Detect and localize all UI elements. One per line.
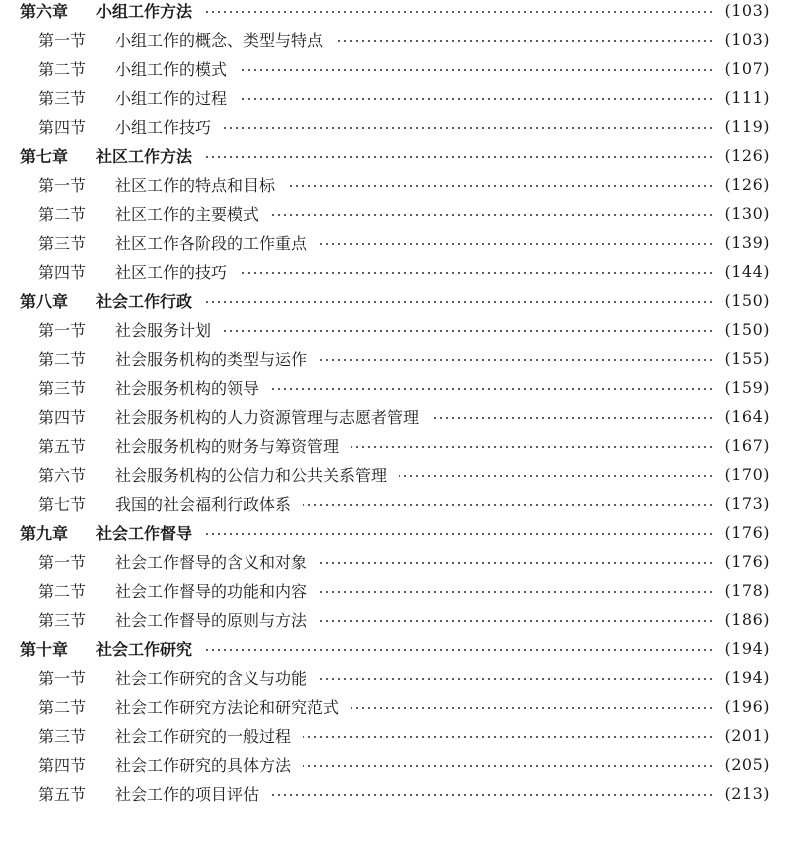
dot-leader [431, 417, 714, 419]
dot-leader [287, 185, 714, 187]
section-title: 社会工作督导的含义和对象 [115, 553, 308, 572]
section-number: 第三节 [38, 234, 87, 253]
chapter-number: 第九章 [20, 524, 69, 543]
page-number: (205) [724, 755, 770, 774]
page-number: (176) [724, 552, 770, 571]
dot-leader [303, 765, 714, 767]
page-number: (111) [724, 88, 770, 107]
toc-section-entry[interactable] [0, 663, 790, 692]
dot-leader [319, 620, 714, 622]
toc-section-entry[interactable] [0, 54, 790, 83]
section-title: 社会工作研究的具体方法 [115, 756, 292, 775]
toc-section-entry[interactable] [0, 460, 790, 489]
page-number: (159) [724, 378, 770, 397]
page-number: (139) [724, 233, 770, 252]
section-number: 第二节 [38, 350, 87, 369]
toc-section-entry[interactable] [0, 170, 790, 199]
section-title: 小组工作的模式 [115, 60, 228, 79]
section-title: 社会工作研究方法论和研究范式 [115, 698, 340, 717]
toc-section-entry[interactable] [0, 112, 790, 141]
page-number: (155) [724, 349, 770, 368]
page-number: (150) [724, 291, 770, 310]
section-number: 第三节 [38, 611, 87, 630]
section-number: 第一节 [38, 31, 87, 50]
chapter-title: 社区工作方法 [96, 147, 193, 166]
page-number: (178) [724, 581, 770, 600]
toc-chapter-entry[interactable] [0, 141, 790, 170]
section-title: 社会工作督导的原则与方法 [115, 611, 308, 630]
toc-section-entry[interactable] [0, 315, 790, 344]
section-number: 第三节 [38, 379, 87, 398]
section-title: 社会服务机构的财务与筹资管理 [115, 437, 340, 456]
dot-leader [303, 504, 714, 506]
section-title: 小组工作的概念、类型与特点 [115, 31, 324, 50]
toc-section-entry[interactable] [0, 489, 790, 518]
section-title: 社会工作的项目评估 [115, 785, 260, 804]
dot-leader [399, 475, 714, 477]
section-title: 社区工作的技巧 [115, 263, 228, 282]
toc-section-entry[interactable] [0, 402, 790, 431]
page-number: (103) [724, 30, 770, 49]
toc-section-entry[interactable] [0, 750, 790, 779]
section-number: 第二节 [38, 698, 87, 717]
toc-section-entry[interactable] [0, 779, 790, 808]
page-number: (194) [724, 668, 770, 687]
toc-chapter-entry[interactable] [0, 518, 790, 547]
dot-leader [271, 794, 714, 796]
chapter-number: 第六章 [20, 2, 69, 21]
section-number: 第一节 [38, 176, 87, 195]
page-number: (176) [724, 523, 770, 542]
toc-section-entry[interactable] [0, 228, 790, 257]
dot-leader [223, 330, 714, 332]
toc-section-entry[interactable] [0, 576, 790, 605]
section-title: 社区工作的主要模式 [115, 205, 260, 224]
section-number: 第四节 [38, 408, 87, 427]
dot-leader [319, 562, 714, 564]
page-number: (119) [724, 117, 770, 136]
dot-leader [335, 40, 714, 42]
section-title: 社会服务机构的领导 [115, 379, 260, 398]
chapter-title: 社会工作行政 [96, 292, 193, 311]
page-number: (186) [724, 610, 770, 629]
page-number: (126) [724, 146, 770, 165]
section-number: 第四节 [38, 756, 87, 775]
dot-leader [319, 243, 714, 245]
section-number: 第五节 [38, 785, 87, 804]
page-number: (194) [724, 639, 770, 658]
page-number: (196) [724, 697, 770, 716]
section-number: 第一节 [38, 553, 87, 572]
chapter-number: 第十章 [20, 640, 69, 659]
section-number: 第六节 [38, 466, 87, 485]
section-number: 第二节 [38, 205, 87, 224]
section-number: 第三节 [38, 727, 87, 746]
chapter-title: 小组工作方法 [96, 2, 193, 21]
page-number: (144) [724, 262, 770, 281]
section-number: 第二节 [38, 60, 87, 79]
dot-leader [239, 98, 714, 100]
dot-leader [319, 591, 714, 593]
section-title: 社会服务机构的类型与运作 [115, 350, 308, 369]
section-title: 我国的社会福利行政体系 [115, 495, 292, 514]
chapter-number: 第八章 [20, 292, 69, 311]
dot-leader [351, 446, 714, 448]
section-number: 第三节 [38, 89, 87, 108]
section-title: 社会工作督导的功能和内容 [115, 582, 308, 601]
dot-leader [204, 649, 714, 651]
section-title: 社会工作研究的含义与功能 [115, 669, 308, 688]
dot-leader [239, 69, 714, 71]
section-number: 第四节 [38, 118, 87, 137]
page-number: (201) [724, 726, 770, 745]
dot-leader [223, 127, 714, 129]
section-title: 社会服务机构的人力资源管理与志愿者管理 [115, 408, 420, 427]
toc-section-entry[interactable] [0, 692, 790, 721]
toc-section-entry[interactable] [0, 257, 790, 286]
dot-leader [271, 214, 714, 216]
dot-leader [319, 359, 714, 361]
page-number: (150) [724, 320, 770, 339]
section-number: 第一节 [38, 669, 87, 688]
chapter-number: 第七章 [20, 147, 69, 166]
toc-chapter-entry[interactable] [0, 0, 790, 25]
dot-leader [239, 272, 714, 274]
toc-section-entry[interactable] [0, 605, 790, 634]
dot-leader [271, 388, 714, 390]
dot-leader [303, 736, 714, 738]
page-number: (107) [724, 59, 770, 78]
page-number: (126) [724, 175, 770, 194]
section-title: 社区工作各阶段的工作重点 [115, 234, 308, 253]
toc-chapter-entry[interactable] [0, 634, 790, 663]
toc-section-entry[interactable] [0, 344, 790, 373]
toc-section-entry[interactable] [0, 83, 790, 112]
toc-section-entry[interactable] [0, 721, 790, 750]
section-number: 第一节 [38, 321, 87, 340]
toc-section-entry[interactable] [0, 373, 790, 402]
page-number: (103) [724, 1, 770, 20]
chapter-title: 社会工作研究 [96, 640, 193, 659]
page-number: (173) [724, 494, 770, 513]
section-title: 社会工作研究的一般过程 [115, 727, 292, 746]
toc-section-entry[interactable] [0, 199, 790, 228]
section-title: 小组工作技巧 [115, 118, 212, 137]
dot-leader [204, 301, 714, 303]
dot-leader [204, 156, 714, 158]
dot-leader [204, 533, 714, 535]
section-title: 社会服务计划 [115, 321, 212, 340]
page-number: (130) [724, 204, 770, 223]
toc-chapter-entry[interactable] [0, 286, 790, 315]
section-number: 第五节 [38, 437, 87, 456]
section-number: 第二节 [38, 582, 87, 601]
dot-leader [351, 707, 714, 709]
toc-section-entry[interactable] [0, 25, 790, 54]
section-title: 社会服务机构的公信力和公共关系管理 [115, 466, 388, 485]
page-number: (213) [724, 784, 770, 803]
page-number: (167) [724, 436, 770, 455]
section-title: 小组工作的过程 [115, 89, 228, 108]
section-title: 社区工作的特点和目标 [115, 176, 276, 195]
dot-leader [319, 678, 714, 680]
dot-leader [204, 11, 714, 13]
section-number: 第四节 [38, 263, 87, 282]
page-number: (164) [724, 407, 770, 426]
chapter-title: 社会工作督导 [96, 524, 193, 543]
toc-section-entry[interactable] [0, 431, 790, 460]
page-number: (170) [724, 465, 770, 484]
section-number: 第七节 [38, 495, 87, 514]
toc-section-entry[interactable] [0, 547, 790, 576]
